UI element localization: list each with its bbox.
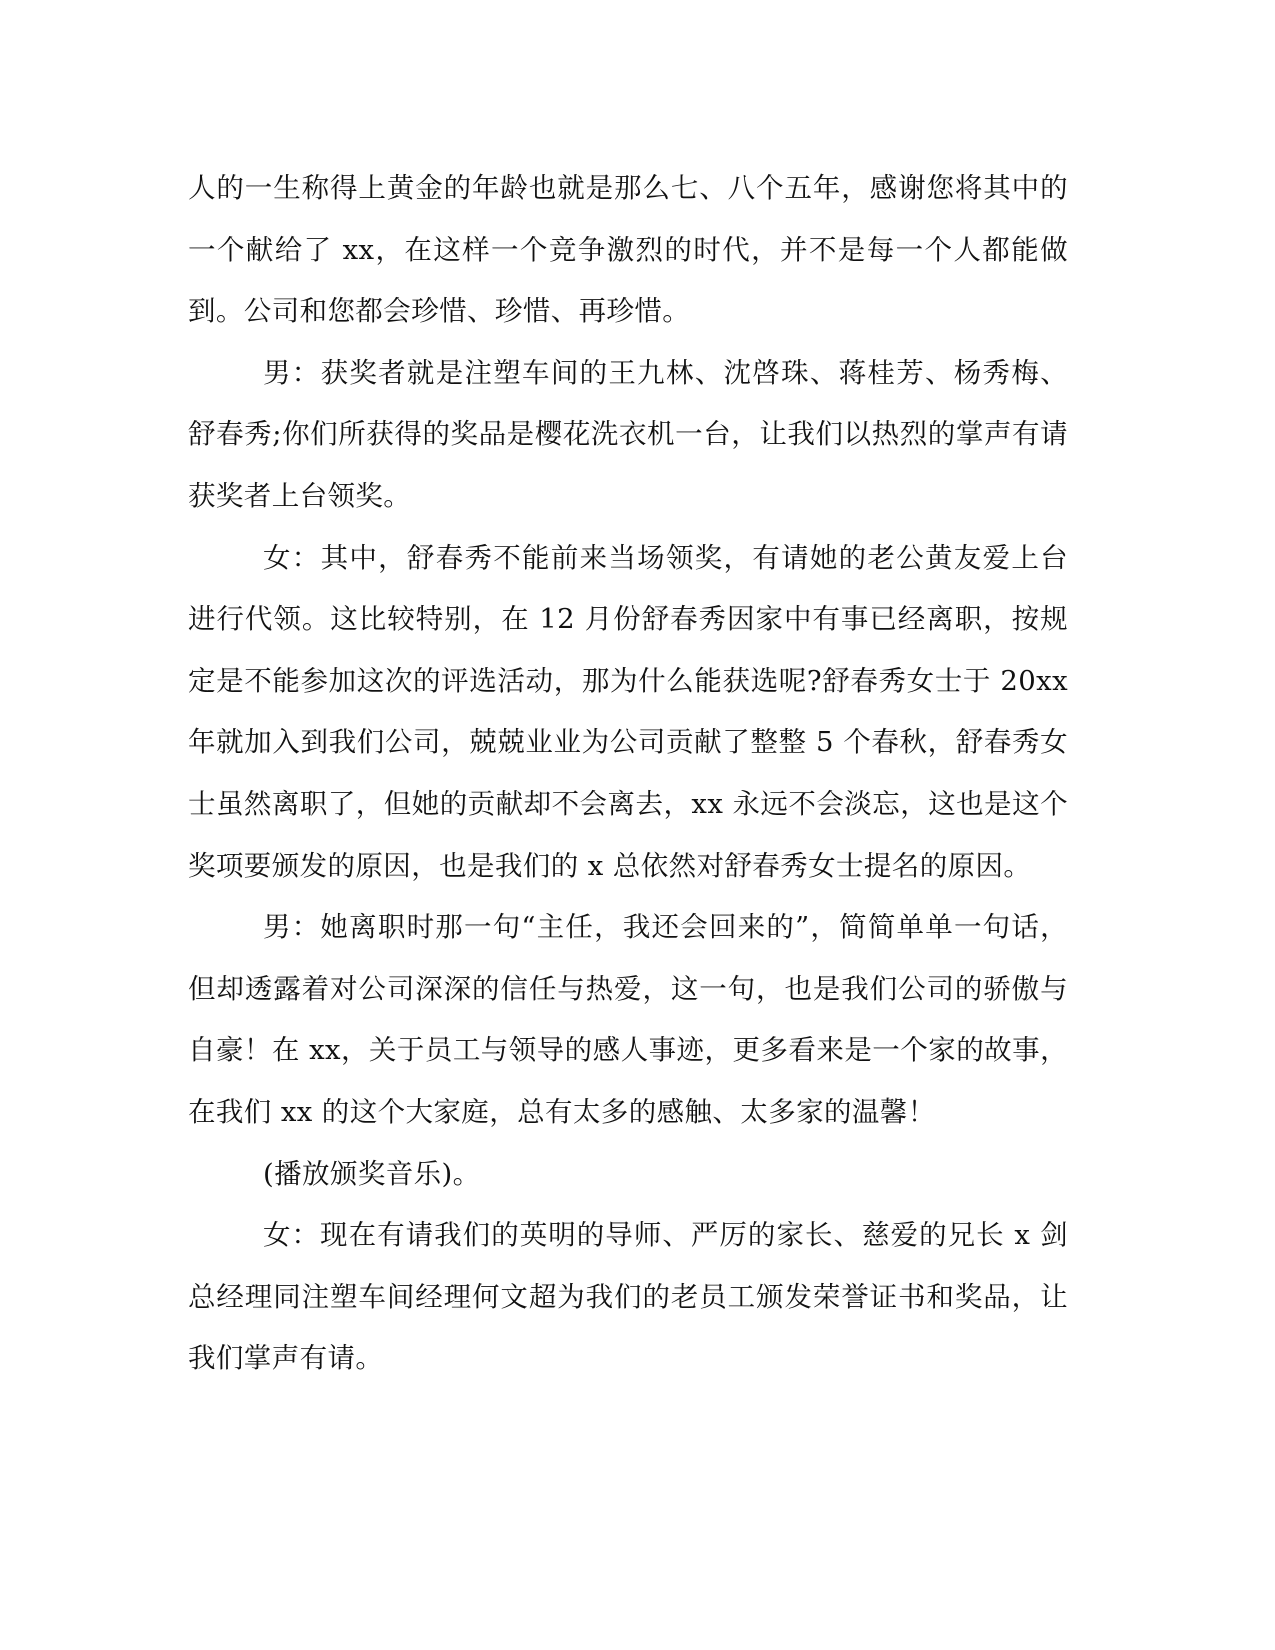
paragraph-3: 女：其中，舒春秀不能前来当场领奖，有请她的老公黄友爱上台进行代领。这比较特别，在 12 月份舒春秀因家中有事已经离职，按规定是不能参加这次的评选活动，那为什么能获选呢?舒春秀女士于 20xx 年就加入到我们公司，兢兢业业为公司贡献了整整 5 个春秋，舒春秀女士虽然离职了，但她的贡献却不会离去，xx 永远不会淡忘，这也是这个奖项要颁发的原因，也是我们的 x 总依然对舒春秀女士提名的原因。 (188, 541, 1068, 882)
paragraph-5: (播放颁奖音乐)。 (263, 1157, 481, 1190)
paragraph-1: 人的一生称得上黄金的年龄也就是那么七、八个五年，感谢您将其中的一个献给了 xx，在这样一个竞争激烈的时代，并不是每一个人都能做到。公司和您都会珍惜、珍惜、再珍惜。 (188, 172, 1068, 328)
paragraph-2: 男：获奖者就是注塑车间的王九林、沈啓珠、蒋桂芳、杨秀梅、舒春秀;你们所获得的奖品是樱花洗衣机一台，让我们以热烈的掌声有请获奖者上台领奖。 (188, 356, 1068, 512)
paragraph-6: 女：现在有请我们的英明的导师、严厉的家长、慈爱的兄长 x 剑总经理同注塑车间经理何文超为我们的老员工颁发荣誉证书和奖品，让我们掌声有请。 (188, 1219, 1068, 1375)
paragraph-4: 男：她离职时那一句“主任，我还会回来的”，简简单单一句话，但却透露着对公司深深的信任与热爱，这一句，也是我们公司的骄傲与自豪！在 xx，关于员工与领导的感人事迹，更多看来是一个家的故事，在我们 xx 的这个大家庭，总有太多的感触、太多家的温馨！ (188, 911, 1068, 1128)
document-body (188, 158, 1068, 1390)
